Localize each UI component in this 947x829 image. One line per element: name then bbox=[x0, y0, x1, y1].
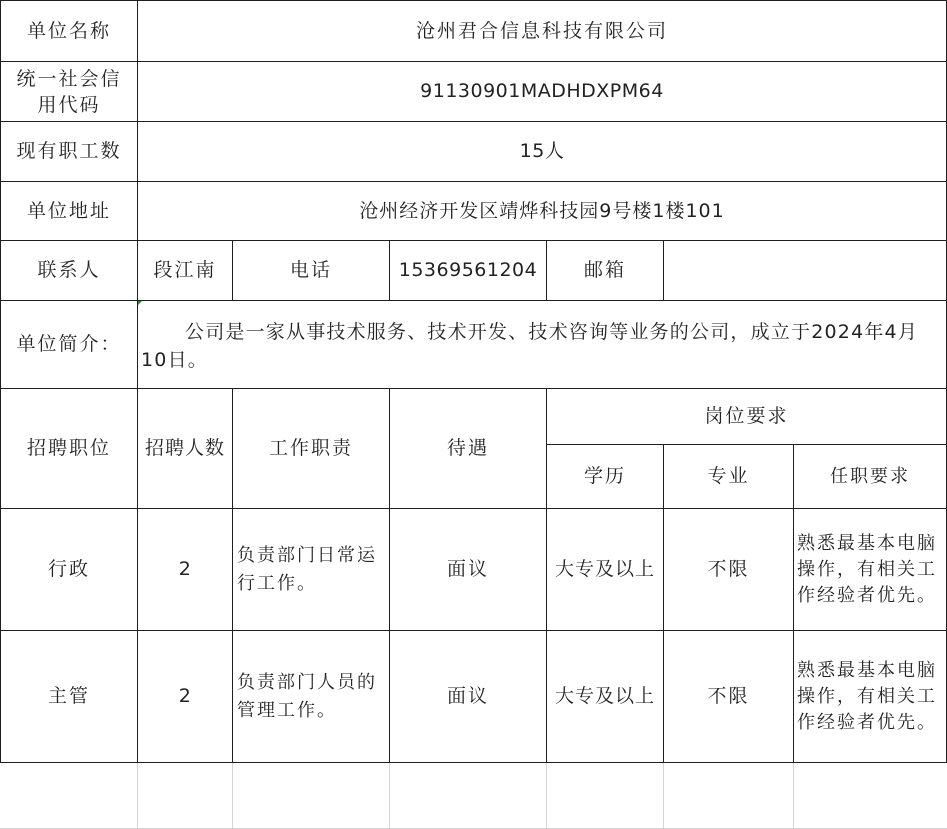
job-count: 2 bbox=[178, 558, 192, 581]
header-position: 招聘职位 bbox=[26, 437, 111, 460]
job-salary: 面议 bbox=[446, 558, 489, 581]
label-intro: 单位简介： bbox=[16, 333, 122, 356]
header-education: 学历 bbox=[583, 465, 626, 488]
job-position: 行政 bbox=[47, 558, 90, 581]
job-education: 大专及以上 bbox=[554, 685, 655, 708]
job-count: 2 bbox=[178, 685, 192, 708]
grid-line bbox=[137, 762, 138, 829]
cell-marker bbox=[138, 301, 142, 305]
table-border bbox=[0, 300, 947, 301]
job-qualifications: 熟悉最基本电脑操作，有相关工作经验者优先。 bbox=[797, 532, 937, 606]
header-qualifications: 任职要求 bbox=[830, 465, 910, 487]
label-phone: 电话 bbox=[289, 259, 332, 282]
grid-line bbox=[232, 762, 233, 829]
credit-code: 91130901MADHDXPM64 bbox=[420, 80, 664, 103]
job-major: 不限 bbox=[707, 558, 750, 581]
email-value bbox=[664, 241, 946, 300]
company-name: 沧州君合信息科技有限公司 bbox=[415, 19, 668, 42]
phone-number: 15369561204 bbox=[398, 259, 538, 282]
label-staff-count: 现有职工数 bbox=[16, 140, 122, 163]
label-email: 邮箱 bbox=[583, 259, 626, 282]
grid-line bbox=[663, 762, 664, 829]
header-requirements: 岗位要求 bbox=[704, 405, 789, 428]
job-position: 主管 bbox=[47, 685, 90, 708]
grid-line bbox=[389, 762, 390, 829]
staff-count: 15人 bbox=[519, 140, 565, 163]
job-duties: 负责部门人员的管理工作。 bbox=[237, 671, 377, 721]
label-address: 单位地址 bbox=[26, 199, 111, 222]
job-salary: 面议 bbox=[446, 685, 489, 708]
job-major: 不限 bbox=[707, 685, 750, 708]
company-address: 沧州经济开发区靖烨科技园9号楼1楼101 bbox=[359, 199, 725, 222]
header-count: 招聘人数 bbox=[144, 437, 225, 460]
table-border bbox=[0, 762, 947, 763]
job-education: 大专及以上 bbox=[554, 558, 655, 581]
company-intro: 公司是一家从事技术服务、技术开发、技术咨询等业务的公司，成立于2024年4月10日。 bbox=[141, 321, 919, 371]
header-salary: 待遇 bbox=[446, 437, 489, 460]
grid-line bbox=[546, 762, 547, 829]
label-contact: 联系人 bbox=[37, 259, 101, 282]
grid-line bbox=[793, 762, 794, 829]
label-credit-code: 统一社会信用代码 bbox=[16, 67, 122, 116]
header-duties: 工作职责 bbox=[268, 437, 353, 460]
contact-person: 段江南 bbox=[153, 259, 217, 282]
header-major: 专业 bbox=[707, 465, 750, 488]
job-qualifications: 熟悉最基本电脑操作，有相关工作经验者优先。 bbox=[797, 659, 937, 733]
label-company-name: 单位名称 bbox=[26, 19, 111, 42]
job-duties: 负责部门日常运行工作。 bbox=[237, 544, 377, 594]
